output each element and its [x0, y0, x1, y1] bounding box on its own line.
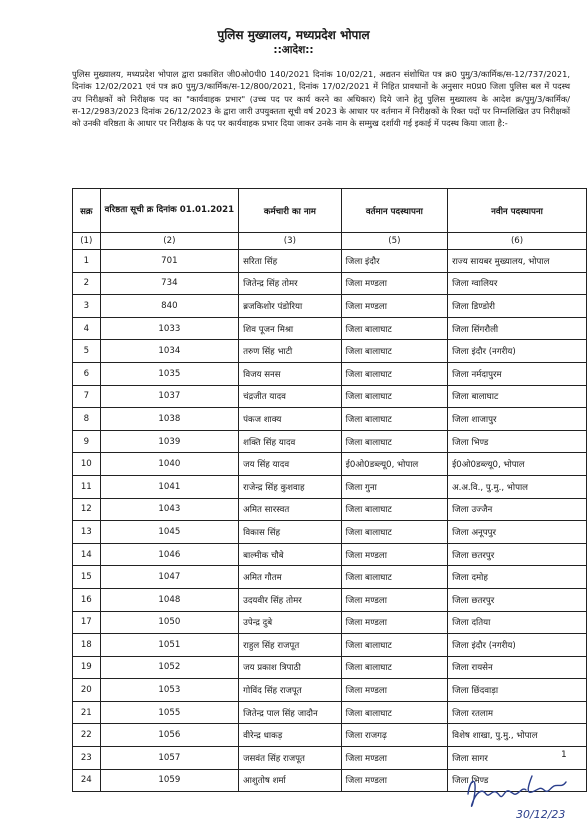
row-serial-number: 4 — [73, 317, 101, 340]
row-employee-name: राजेन्द्र सिंह कुशवाह — [239, 475, 342, 498]
table-row — [73, 272, 587, 295]
row-current-posting: जिला मण्डला — [341, 679, 447, 702]
col-header-seniority: वरिष्ठता सूची क्र दिनांक 01.01.2021 — [100, 189, 239, 233]
row-seniority-number: 1034 — [100, 340, 239, 363]
row-current-posting: जिला बालाघाट — [341, 385, 447, 408]
row-employee-name: राहुल सिंह राजपूत — [239, 634, 342, 657]
col-header-sno: सक्र — [73, 189, 101, 233]
table-row — [73, 453, 587, 476]
row-serial-number: 6 — [73, 362, 101, 385]
row-current-posting: जिला इंदौर — [341, 250, 447, 273]
row-employee-name: चंद्रजीत यादव — [239, 385, 342, 408]
table-row — [73, 543, 587, 566]
row-serial-number: 23 — [73, 747, 101, 770]
row-current-posting: जिला गुना — [341, 475, 447, 498]
table-row — [73, 566, 587, 589]
row-serial-number: 18 — [73, 634, 101, 657]
row-seniority-number: 1050 — [100, 611, 239, 634]
row-seniority-number: 1041 — [100, 475, 239, 498]
table-header-row — [73, 189, 587, 233]
row-serial-number: 13 — [73, 521, 101, 544]
row-serial-number: 7 — [73, 385, 101, 408]
row-serial-number: 2 — [73, 272, 101, 295]
posting-table — [72, 188, 587, 792]
row-serial-number: 17 — [73, 611, 101, 634]
row-seniority-number: 1047 — [100, 566, 239, 589]
row-new-posting: जिला उज्जैन — [448, 498, 587, 521]
row-seniority-number: 1053 — [100, 679, 239, 702]
row-employee-name: विकास सिंह — [239, 521, 342, 544]
row-new-posting: जिला छतरपुर — [448, 543, 587, 566]
row-employee-name: पंकज शाक्य — [239, 408, 342, 431]
table-row — [73, 362, 587, 385]
row-current-posting: जिला मण्डला — [341, 769, 447, 792]
table-row — [73, 611, 587, 634]
row-serial-number: 11 — [73, 475, 101, 498]
row-seniority-number: 1059 — [100, 769, 239, 792]
row-serial-number: 20 — [73, 679, 101, 702]
row-serial-number: 8 — [73, 408, 101, 431]
row-serial-number: 22 — [73, 724, 101, 747]
row-new-posting: जिला रायसेन — [448, 656, 587, 679]
row-new-posting: जिला अनूपपुर — [448, 521, 587, 544]
table-row — [73, 634, 587, 657]
row-employee-name: तरुण सिंह भाटी — [239, 340, 342, 363]
row-serial-number: 12 — [73, 498, 101, 521]
table-row — [73, 385, 587, 408]
row-seniority-number: 1040 — [100, 453, 239, 476]
row-employee-name: जय प्रकाश त्रिपाठी — [239, 656, 342, 679]
row-serial-number: 15 — [73, 566, 101, 589]
row-new-posting: जिला बालाघाट — [448, 385, 587, 408]
row-new-posting: जिला दतिया — [448, 611, 587, 634]
signature-date: 30/12/23 — [516, 808, 566, 821]
row-serial-number: 5 — [73, 340, 101, 363]
col-number: (2) — [100, 233, 239, 250]
row-current-posting: जिला बालाघाट — [341, 408, 447, 431]
table-row — [73, 317, 587, 340]
table-row — [73, 679, 587, 702]
row-new-posting: जिला इंदौर (नगरीय) — [448, 634, 587, 657]
row-seniority-number: 1038 — [100, 408, 239, 431]
row-serial-number: 16 — [73, 588, 101, 611]
row-seniority-number: 1033 — [100, 317, 239, 340]
row-employee-name: शिव पूजन मिश्रा — [239, 317, 342, 340]
row-current-posting: जिला बालाघाट — [341, 566, 447, 589]
row-current-posting: जिला बालाघाट — [341, 317, 447, 340]
table-row — [73, 475, 587, 498]
row-current-posting: जिला मण्डला — [341, 588, 447, 611]
row-current-posting: जिला राजगढ़ — [341, 724, 447, 747]
row-new-posting: विशेष शाखा, पु.मु., भोपाल — [448, 724, 587, 747]
row-new-posting: जिला ग्वालियर — [448, 272, 587, 295]
table-body — [73, 250, 587, 792]
table-column-number-row — [73, 233, 587, 250]
row-new-posting: जिला भिण्ड — [448, 769, 587, 792]
row-new-posting: जिला डिण्डोरी — [448, 295, 587, 318]
table-row — [73, 656, 587, 679]
row-serial-number: 24 — [73, 769, 101, 792]
row-employee-name: वीरेन्द्र धाकड़ — [239, 724, 342, 747]
row-new-posting: जिला छतरपुर — [448, 588, 587, 611]
row-current-posting: जिला बालाघाट — [341, 656, 447, 679]
row-current-posting: जिला बालाघाट — [341, 521, 447, 544]
row-new-posting: जिला शाजापुर — [448, 408, 587, 431]
row-current-posting: जिला मण्डला — [341, 272, 447, 295]
row-current-posting: जिला मण्डला — [341, 295, 447, 318]
row-employee-name: उपेन्द्र दुबे — [239, 611, 342, 634]
row-seniority-number: 1043 — [100, 498, 239, 521]
row-seniority-number: 1045 — [100, 521, 239, 544]
row-current-posting: जिला मण्डला — [341, 543, 447, 566]
table-row — [73, 521, 587, 544]
handwritten-signature — [462, 764, 572, 826]
row-new-posting: जिला दमोह — [448, 566, 587, 589]
row-current-posting: जिला बालाघाट — [341, 498, 447, 521]
table-row — [73, 498, 587, 521]
row-new-posting: ई0ओ0डब्ल्यू0, भोपाल — [448, 453, 587, 476]
col-header-new-posting: नवीन पदस्थापना — [448, 189, 587, 233]
row-employee-name: ब्रजकिशोर पंडोरिया — [239, 295, 342, 318]
row-current-posting: जिला बालाघाट — [341, 362, 447, 385]
row-seniority-number: 1039 — [100, 430, 239, 453]
table-row — [73, 340, 587, 363]
table-row — [73, 295, 587, 318]
row-employee-name: जय सिंह यादव — [239, 453, 342, 476]
table-row — [73, 701, 587, 724]
row-employee-name: बाल्मीक चौबे — [239, 543, 342, 566]
row-seniority-number: 1051 — [100, 634, 239, 657]
row-new-posting: जिला भिण्ड — [448, 430, 587, 453]
document-title: पुलिस मुख्यालय, मध्यप्रदेश भोपाल — [217, 28, 370, 42]
row-employee-name: विजय सनस — [239, 362, 342, 385]
row-serial-number: 9 — [73, 430, 101, 453]
row-employee-name: अमित सारस्वत — [239, 498, 342, 521]
row-new-posting: अ.अ.वि., पु.मु., भोपाल — [448, 475, 587, 498]
row-seniority-number: 1046 — [100, 543, 239, 566]
row-new-posting: जिला सिंगरौली — [448, 317, 587, 340]
row-seniority-number: 1037 — [100, 385, 239, 408]
row-current-posting: जिला मण्डला — [341, 611, 447, 634]
row-employee-name: गोविंद सिंह राजपूत — [239, 679, 342, 702]
col-number: (6) — [448, 233, 587, 250]
row-serial-number: 14 — [73, 543, 101, 566]
row-current-posting: जिला बालाघाट — [341, 430, 447, 453]
row-serial-number: 1 — [73, 250, 101, 273]
row-employee-name: शक्ति सिंह यादव — [239, 430, 342, 453]
row-new-posting: जिला नर्मदापुरम — [448, 362, 587, 385]
row-current-posting: जिला बालाघाट — [341, 701, 447, 724]
row-employee-name: जितेन्द्र पाल सिंह जादौन — [239, 701, 342, 724]
table-row — [73, 430, 587, 453]
row-current-posting: ई0ओ0डब्ल्यू0, भोपाल — [341, 453, 447, 476]
row-serial-number: 19 — [73, 656, 101, 679]
col-header-name: कर्मचारी का नाम — [239, 189, 342, 233]
table-row — [73, 250, 587, 273]
col-header-current-posting: वर्तमान पदस्थापना — [341, 189, 447, 233]
row-seniority-number: 1057 — [100, 747, 239, 770]
row-current-posting: जिला बालाघाट — [341, 340, 447, 363]
row-employee-name: सरिता सिंह — [239, 250, 342, 273]
row-current-posting: जिला बालाघाट — [341, 634, 447, 657]
col-number: (5) — [341, 233, 447, 250]
row-new-posting: राज्य सायबर मुख्यालय, भोपाल — [448, 250, 587, 273]
table-row — [73, 724, 587, 747]
row-new-posting: जिला रतलाम — [448, 701, 587, 724]
row-employee-name: आशुतोष शर्मा — [239, 769, 342, 792]
row-employee-name: जितेन्द्र सिंह तोमर — [239, 272, 342, 295]
page-number: 1 — [561, 750, 567, 760]
order-body-paragraph: पुलिस मुख्यालय, मध्यप्रदेश भोपाल द्वारा प्रकाशित जी0ओ0पी0 140/2021 दिनांक 10/02/21, अद्यतन संशोधित पत्र क्र0 पुमु/3/कार्मिक/स-12/737/2021, दिनांक 12/02/2021 एवं पत्र क्र0 पुमु/3/कार्मिक/स-12/800/2021, दिनांक 17/02/2021 में निहित प्रावधानों के अनुसार म0प्र0 जिला पुलिस बल में पदस्थ उप निरीक्षकों को निरीक्षक पद का "कार्यवाहक प्रभार" (उच्च पद पर कार्य करने का अधिकार) दिये जाने हेतु पुलिस मुख्यालय के आदेश क्र/पुमु/3/कार्मिक/स-12/2983/2023 दिनांक 26/12/2023 के द्वारा जारी उपयुक्तता सूची वर्ष 2023 के आधार पर वर्तमान में निरीक्षकों के रिक्त पदों पर निम्नलिखित उप निरीक्षकों को उनकी वरिष्ठता के आधार पर निरीक्षक के पद पर कार्यवाहक प्रभार दिया जाकर उनके नाम के सम्मुख दर्शायी गई इकाई में पदस्थ किया जाता है:- — [72, 69, 570, 129]
row-serial-number: 10 — [73, 453, 101, 476]
row-seniority-number: 734 — [100, 272, 239, 295]
col-number: (1) — [73, 233, 101, 250]
row-seniority-number: 840 — [100, 295, 239, 318]
table-row — [73, 588, 587, 611]
row-new-posting: जिला सागर — [448, 747, 587, 770]
col-number: (3) — [239, 233, 342, 250]
row-seniority-number: 1055 — [100, 701, 239, 724]
row-seniority-number: 1052 — [100, 656, 239, 679]
table-row — [73, 408, 587, 431]
row-seniority-number: 1035 — [100, 362, 239, 385]
row-seniority-number: 701 — [100, 250, 239, 273]
row-employee-name: उदयवीर सिंह तोमर — [239, 588, 342, 611]
row-current-posting: जिला मण्डला — [341, 747, 447, 770]
row-seniority-number: 1056 — [100, 724, 239, 747]
row-employee-name: जसवंत सिंह राजपूत — [239, 747, 342, 770]
row-seniority-number: 1048 — [100, 588, 239, 611]
row-new-posting: जिला छिंदवाड़ा — [448, 679, 587, 702]
row-serial-number: 21 — [73, 701, 101, 724]
row-new-posting: जिला इंदौर (नगरीय) — [448, 340, 587, 363]
row-employee-name: अमित गौतम — [239, 566, 342, 589]
document-subtitle: ::आदेश:: — [273, 44, 314, 56]
row-serial-number: 3 — [73, 295, 101, 318]
